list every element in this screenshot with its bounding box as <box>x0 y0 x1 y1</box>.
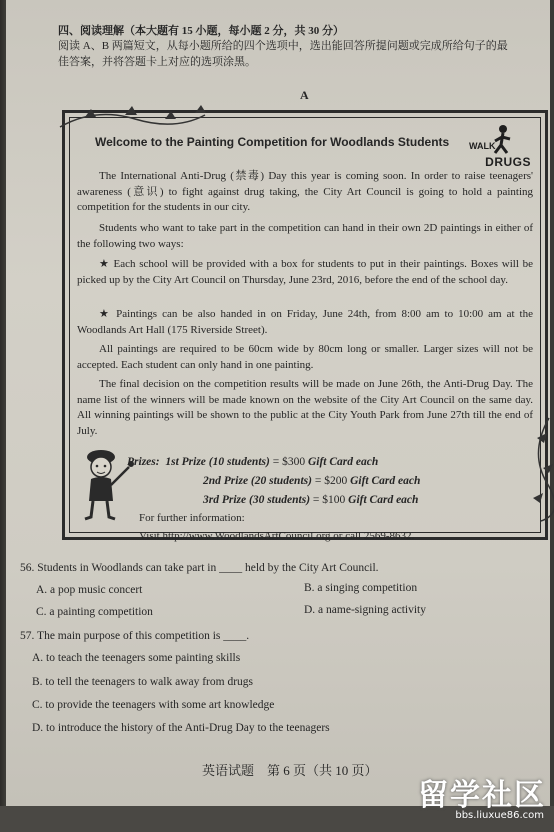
poster-paragraph-6: The final decision on the competition results will be made on June 26th, the Anti-Drug Day. The name list of the winners will be made known on the website of the City Art Council on the same day. All winning paintings will be shown to the public at the City Youth Park from June 27th till the end of July. <box>77 378 533 437</box>
question-56-option-b: B. a singing competition <box>304 582 418 594</box>
question-56: 56. Students in Woodlands can take part in ____ held by the City Art Council. <box>20 562 379 574</box>
prize-gift: Gift Card each <box>350 475 421 487</box>
info-contact-line: Visit http://www.WoodlandsArtCouncil.org or call 2569-8632. <box>139 530 415 542</box>
prize-row <box>127 491 420 510</box>
section-instructions: 阅读 A、B 两篇短文，从每小题所给的四个选项中，选出能回答所提问题或完成所给句子的最佳答案，并将答题卡上对应的选项涂黑。 <box>58 40 508 68</box>
prize-reward: = $200 <box>314 475 348 487</box>
prize-label: 1st Prize <box>165 456 206 468</box>
prize-label: 3rd Prize <box>203 494 247 506</box>
info-line: For further information: <box>139 512 245 524</box>
prize-count: (20 students) <box>250 475 312 487</box>
poster-paragraph-1: The International Anti-Drug (禁毒) Day this year is coming soon. In order to raise teenagers' awareness (意识) to fight against drug taking, the City Art Council is going to hold a painting competition for the students in our city. <box>77 170 533 213</box>
question-57-option-c: C. to provide the teenagers with some art knowledge <box>32 699 275 711</box>
poster-paragraph-2: Students who want to take part in the competition can hand in their own 2D paintings in either of the following two ways: <box>77 222 533 250</box>
prize-row <box>127 453 420 472</box>
section-heading: 四、阅读理解（本大题有 15 小题，每小题 2 分，共 30 分） <box>58 25 344 37</box>
svg-text:WALK: WALK <box>469 141 496 151</box>
poster-paragraph-4: ★ Paintings can be also handed in on Friday, June 24th, from 8:00 am to 10:00 am at the Woodlands Art Hall (175 Riverside Street). <box>77 308 533 336</box>
further-information <box>139 509 414 545</box>
prize-label: 2nd Prize <box>203 475 249 487</box>
question-56-option-d: D. a name-signing activity <box>304 604 426 616</box>
question-56-option-a: A. a pop music concert <box>36 584 143 596</box>
question-57: 57. The main purpose of this competition is ____. <box>20 630 250 642</box>
poster-paragraph-5: All paintings are required to be 60cm wide by 80cm long or smaller. Larger sizes will not be accepted. Each student can only hand in one painting. <box>77 343 533 371</box>
page-footer: 英语试题 第 6 页（共 10 页） <box>202 763 378 778</box>
watermark-url: bbs.liuxue86.com <box>455 810 544 821</box>
prizes-list <box>127 453 420 510</box>
prize-reward: = $100 <box>312 494 346 506</box>
watermark-title: 留学社区 <box>418 778 546 813</box>
exam-page <box>6 0 550 806</box>
prizes-label: Prizes: <box>127 456 160 468</box>
prize-row <box>127 472 420 491</box>
prize-reward: = $300 <box>272 456 306 468</box>
prize-gift: Gift Card each <box>307 456 379 468</box>
question-56-option-c: C. a painting competition <box>36 606 153 618</box>
question-57-option-b: B. to tell the teenagers to walk away from drugs <box>32 676 253 688</box>
prize-gift: Gift Card each <box>348 494 419 506</box>
question-57-option-d: D. to introduce the history of the Anti-Drug Day to the teenagers <box>32 722 330 734</box>
question-57-option-a: A. to teach the teenagers some painting skills <box>32 652 241 664</box>
vine-decoration-icon <box>55 97 215 137</box>
logo-label: DRUGS <box>485 155 531 169</box>
passage-letter: A <box>300 88 309 102</box>
poster-headline: Welcome to the Painting Competition for Woodlands Students <box>95 135 450 149</box>
watermark <box>392 770 552 828</box>
poster-frame <box>62 110 548 540</box>
prize-count: (30 students) <box>249 494 311 506</box>
prize-count: (10 students) <box>208 456 270 468</box>
poster-paragraph-3: ★ Each school will be provided with a box for students to put in their paintings. Boxes will be picked up by the City Art Council on Thursday, June 23rd, 2016, before the end of the school day. <box>77 258 533 286</box>
